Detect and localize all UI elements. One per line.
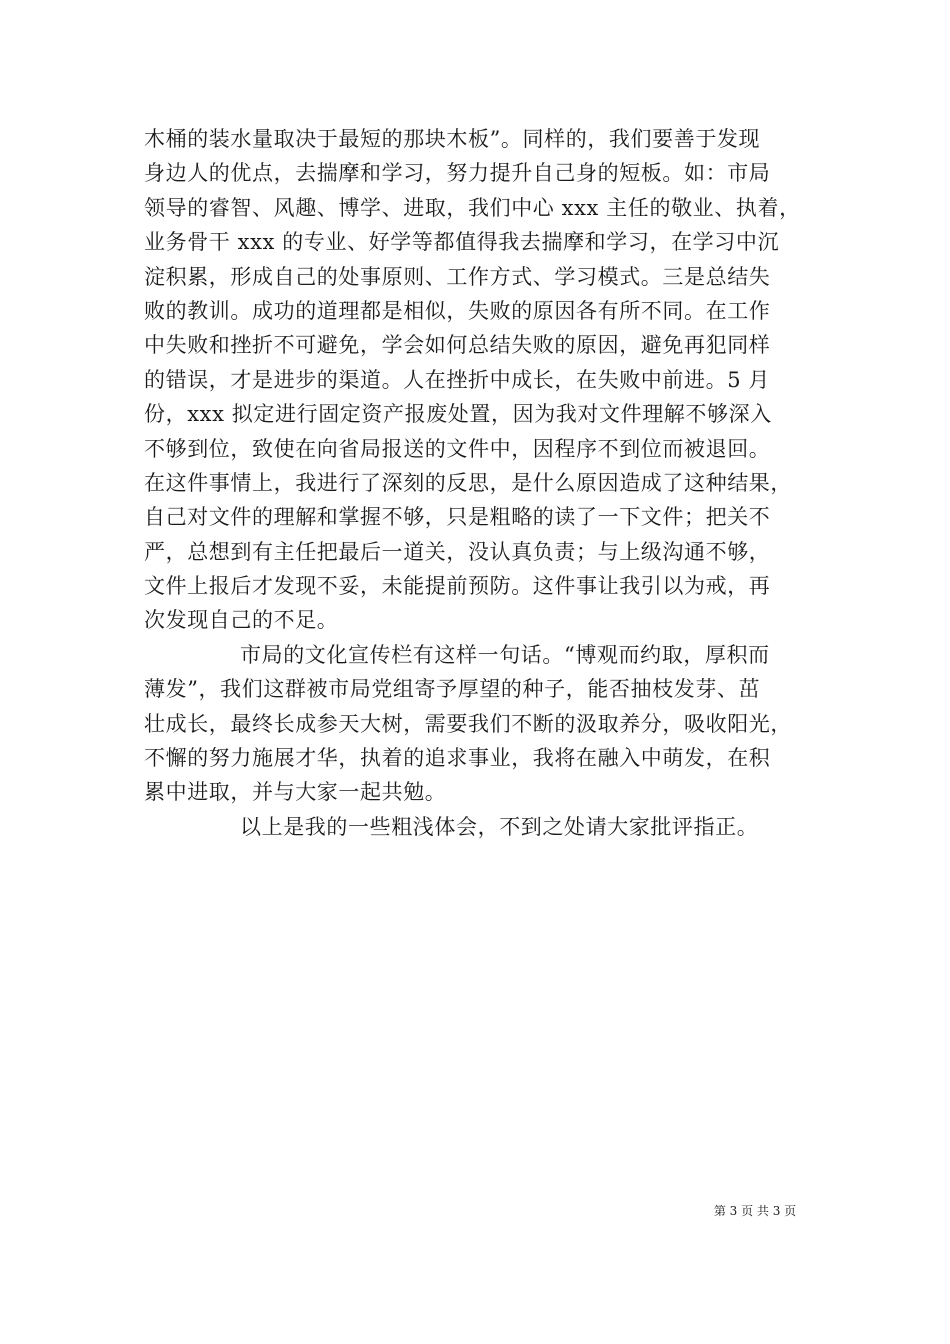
text-line: 败的教训。成功的道理都是相似，失败的原因各有所不同。在工作 [144, 298, 771, 323]
text-line: 身边人的优点，去揣摩和学习，努力提升自己身的短板。如：市局 [144, 161, 771, 186]
page-number-footer: 第 3 页 共 3 页 [713, 1204, 797, 1218]
text-line: 份，xxx 拟定进行固定资产报废处置，因为我对文件理解不够深入 [144, 402, 772, 427]
text-line: 不懈的努力施展才华，执着的追求事业，我将在融入中萌发，在积 [144, 746, 771, 771]
text-line: 在这件事情上，我进行了深刻的反思，是什么原因造成了这种结果， [144, 470, 792, 495]
text-line: 薄发”，我们这群被市局党组寄予厚望的种子，能否抽枝发芽、茁 [144, 677, 761, 702]
text-line: 淀积累，形成自己的处事原则、工作方式、学习模式。三是总结失 [144, 264, 771, 289]
paragraph-3 [144, 810, 816, 844]
paragraph-1 [144, 122, 816, 638]
text-line: 自己对文件的理解和掌握不够，只是粗略的读了一下文件；把关不 [144, 505, 771, 530]
text-line: 不够到位，致使在向省局报送的文件中，因程序不到位而被退回。 [144, 436, 771, 461]
text-line: 市局的文化宣传栏有这样一句话。“博观而约取，厚积而 [240, 642, 770, 667]
text-line: 的错误，才是进步的渠道。人在挫折中成长，在失败中前进。5 月 [144, 367, 771, 392]
text-line: 严，总想到有主任把最后一道关，没认真负责；与上级沟通不够， [144, 539, 771, 564]
text-line: 木桶的装水量取决于最短的那块木板”。同样的，我们要善于发现 [144, 127, 761, 151]
text-line: 领导的睿智、风趣、博学、进取，我们中心 xxx 主任的敬业、执着， [144, 195, 801, 220]
paragraph-2 [144, 638, 816, 810]
text-line: 次发现自己的不足。 [144, 608, 339, 633]
text-line: 壮成长，最终长成参天大树，需要我们不断的汲取养分，吸收阳光， [144, 711, 792, 736]
text-line: 中失败和挫折不可避免，学会如何总结失败的原因，避免再犯同样 [144, 333, 771, 358]
text-line: 以上是我的一些粗浅体会，不到之处请大家批评指正。 [240, 814, 759, 839]
text-line: 业务骨干 xxx 的专业、好学等都值得我去揣摩和学习，在学习中沉 [144, 230, 780, 255]
document-body [144, 122, 816, 844]
text-line: 文件上报后才发现不妥，未能提前预防。这件事让我引以为戒，再 [144, 574, 771, 599]
text-line: 累中进取，并与大家一起共勉。 [144, 780, 447, 805]
